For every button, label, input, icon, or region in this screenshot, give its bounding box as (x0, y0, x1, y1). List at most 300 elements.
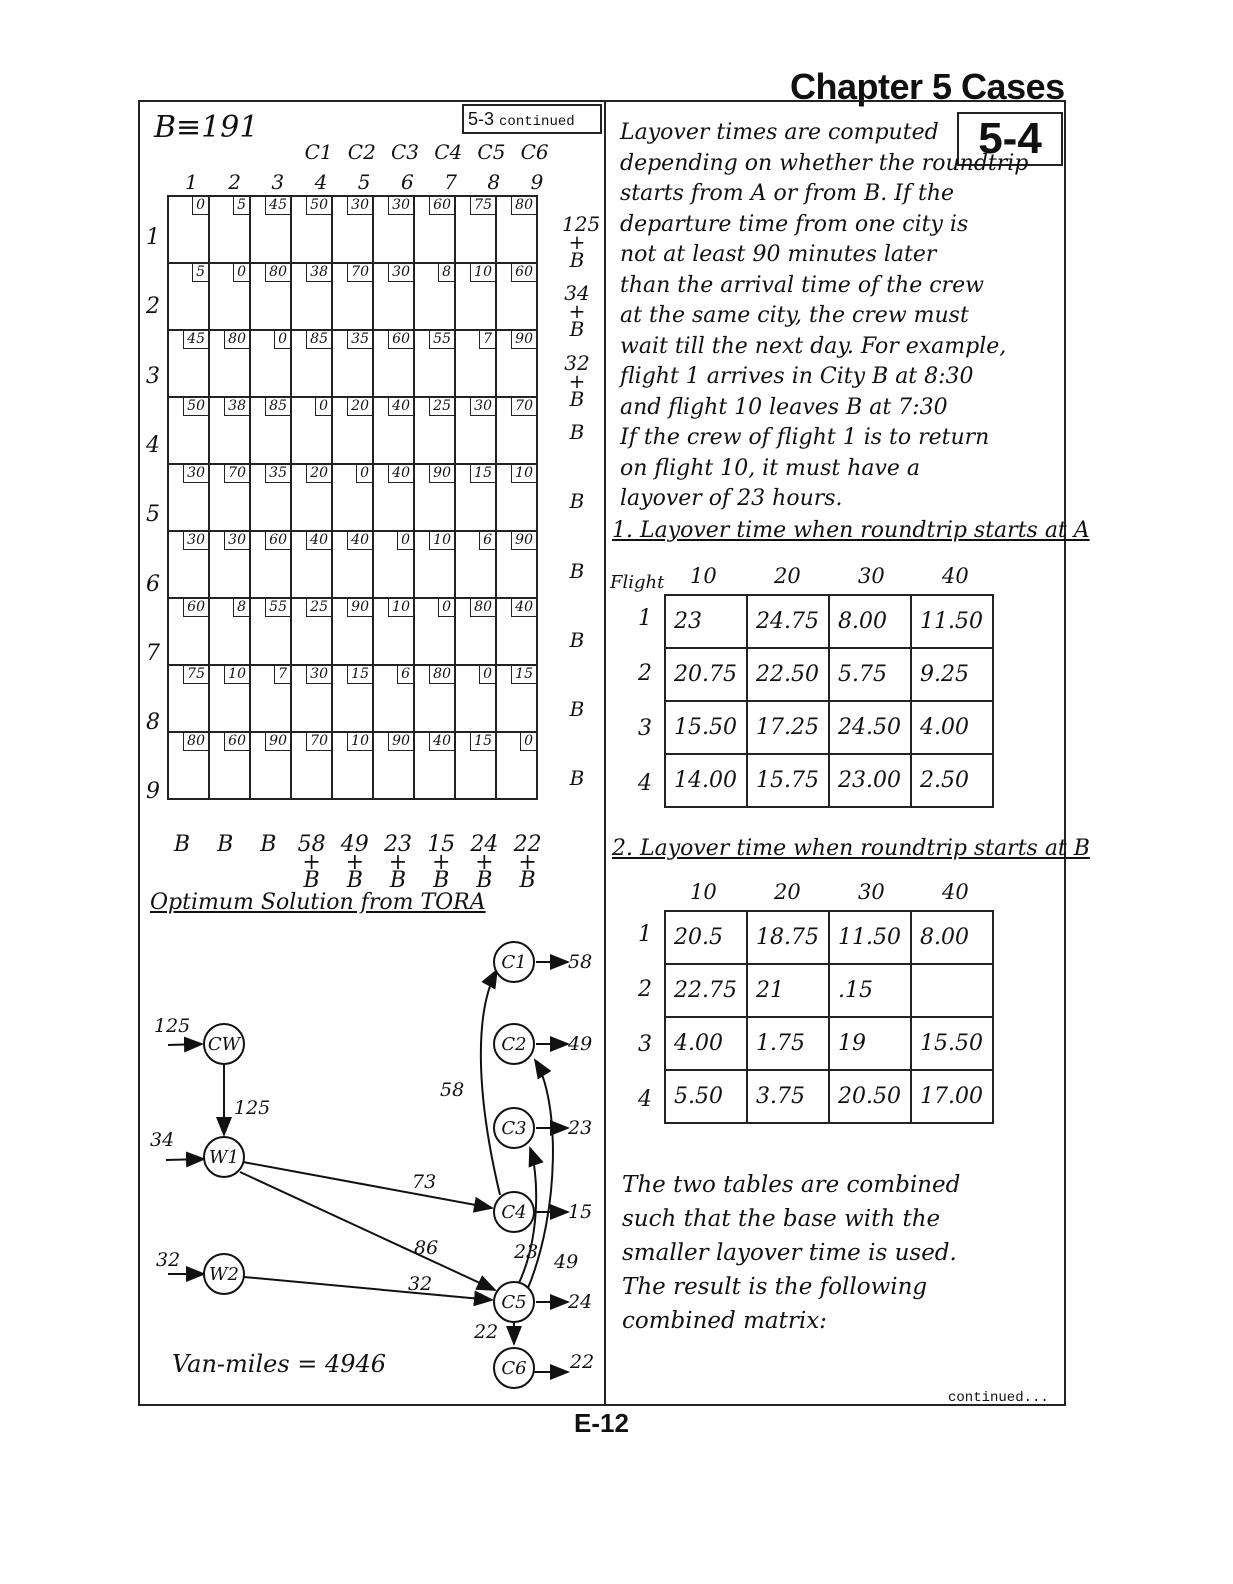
matrix-cell-value: 30 (306, 666, 331, 684)
right-label (562, 558, 592, 583)
column-header: 40 (942, 564, 969, 588)
layover-cell: 22.75 (665, 964, 747, 1017)
closing-line: The two tables are combined (622, 1172, 961, 1198)
matrix-cell (496, 397, 537, 464)
c-label: C1 (304, 140, 333, 164)
right-label (562, 419, 592, 444)
intro-line: Layover times are computed (620, 120, 939, 145)
matrix-cell (291, 665, 332, 732)
matrix-cell-value: 90 (511, 331, 536, 349)
bottom-label (424, 832, 458, 893)
matrix-cell (332, 196, 373, 263)
matrix-cell (291, 196, 332, 263)
row-number: 7 (146, 640, 160, 666)
right-label-line: B (569, 317, 585, 342)
intro-line: departure time from one city is (620, 211, 969, 237)
b-equivalence-label: B≡191 (154, 110, 259, 145)
cw-supply-value: 125 (154, 1015, 191, 1037)
matrix-cell (209, 531, 250, 598)
column-number: 4 (314, 170, 328, 194)
bottom-label (338, 832, 372, 893)
flow-c5-c2-value: 49 (554, 1251, 579, 1273)
matrix-cell (209, 196, 250, 263)
matrix-cell (496, 330, 537, 397)
right-label (562, 627, 592, 652)
matrix-cell-value: 30 (347, 197, 372, 215)
matrix-cell (414, 397, 455, 464)
layover-cell: 21 (747, 964, 829, 1017)
matrix-cell (168, 464, 209, 531)
bottom-label-line: + (388, 850, 408, 875)
matrix-cell-value: 10 (470, 264, 495, 282)
layover-cell: 17.00 (911, 1070, 993, 1123)
matrix-cell-value: 15 (470, 733, 495, 751)
matrix-cell (332, 464, 373, 531)
matrix-cell-value: 7 (479, 331, 495, 349)
matrix-cell-value: 0 (520, 733, 536, 751)
matrix-cell (209, 263, 250, 330)
layover-cell: 2.50 (911, 754, 993, 807)
layover-cell: 1.75 (747, 1017, 829, 1070)
row-header: 3 (638, 716, 652, 741)
matrix-cell (250, 665, 291, 732)
layover-cell: 3.75 (747, 1070, 829, 1123)
matrix-cell-value: 40 (388, 398, 413, 416)
bottom-label-line: + (431, 850, 451, 875)
matrix-cell (496, 263, 537, 330)
matrix-cell-value: 0 (438, 599, 454, 617)
matrix-cell-value: 8 (438, 264, 454, 282)
column-header: 30 (858, 880, 885, 904)
matrix-cell (209, 397, 250, 464)
layover-row (665, 648, 993, 701)
bottom-label (165, 832, 199, 857)
bottom-label-line: + (518, 850, 537, 875)
matrix-cell-value: 60 (224, 733, 249, 751)
layover-cell: 15.50 (911, 1017, 993, 1070)
c-label: C6 (520, 140, 549, 164)
bottom-label-line: + (345, 850, 365, 875)
matrix-cell (414, 598, 455, 665)
matrix-cell-value: 70 (347, 264, 372, 282)
node-c2-label: C2 (501, 1034, 527, 1055)
matrix-cell (250, 397, 291, 464)
matrix-cell-value: 60 (429, 197, 454, 215)
matrix-cell (455, 598, 496, 665)
bottom-label-line: B (346, 868, 363, 893)
matrix-cell (373, 598, 414, 665)
closing-line: The result is the following (622, 1274, 928, 1300)
matrix-cell (332, 732, 373, 799)
matrix-cell (332, 531, 373, 598)
column-number: 7 (444, 170, 457, 194)
prev-case-suffix: continued (499, 114, 575, 130)
intro-line: not at least 90 minutes later (620, 242, 937, 267)
matrix-cell (168, 196, 209, 263)
matrix-cell (455, 732, 496, 799)
layover-cell: 19 (829, 1017, 911, 1070)
matrix-cell-value: 80 (470, 599, 495, 617)
layover-cell: 20.75 (665, 648, 747, 701)
intro-line: starts from A or from B. If the (620, 181, 955, 206)
right-label (562, 212, 601, 272)
layover-cell: 20.5 (665, 911, 747, 964)
layover-cell: 11.50 (829, 911, 911, 964)
matrix-cell-value: 10 (388, 599, 413, 617)
matrix-row (168, 397, 537, 464)
matrix-cell-value: 25 (306, 599, 331, 617)
matrix-cell-value: 0 (479, 666, 495, 684)
matrix-cell (168, 531, 209, 598)
matrix-cell-value: 80 (183, 733, 208, 751)
c2-demand-value: 49 (568, 1033, 593, 1055)
layover-cell: 15.75 (747, 754, 829, 807)
prev-case-number: 5-3 (468, 109, 495, 129)
closing-line: smaller layover time is used. (622, 1240, 957, 1266)
matrix-cell (250, 531, 291, 598)
layover-cell: 23 (665, 595, 747, 648)
right-label-line: + (568, 299, 586, 324)
matrix-cell (209, 732, 250, 799)
layover-cell: 11.50 (911, 595, 993, 648)
flow-w2-c5 (244, 1277, 492, 1300)
row-number: 4 (146, 432, 160, 458)
node-cw-label: CW (207, 1034, 241, 1055)
layover-cell: 5.75 (829, 648, 911, 701)
layover-row (665, 1017, 993, 1070)
flow-w1-c4-value: 73 (412, 1171, 437, 1193)
matrix-cell-value: 10 (429, 532, 454, 550)
intro-line: layover of 23 hours. (620, 486, 843, 511)
c-label: C2 (347, 140, 376, 164)
intro-line: depending on whether the roundtrip (620, 150, 1029, 176)
matrix-cell (291, 464, 332, 531)
row-number: 9 (146, 779, 160, 805)
right-label-line: B (569, 419, 585, 444)
matrix-cell (455, 531, 496, 598)
bottom-label-line: 23 (384, 832, 412, 857)
column-number: 8 (487, 170, 501, 194)
matrix-cell-value: 80 (429, 666, 454, 684)
intro-line: and flight 10 leaves B at 7:30 (620, 394, 948, 420)
matrix-cell-value: 80 (265, 264, 290, 282)
van-miles: Van-miles = 4946 (172, 1350, 387, 1378)
matrix-cell-value: 5 (192, 264, 208, 282)
layover-table-b (664, 910, 994, 1124)
matrix-cell-value: 15 (511, 666, 536, 684)
layover-row (665, 595, 993, 648)
column-number: 9 (530, 170, 544, 194)
flow-c5-c3-value: 23 (514, 1241, 539, 1263)
right-label-line: B (569, 386, 585, 411)
matrix-cell-value: 35 (265, 465, 290, 483)
matrix-cell-value: 75 (183, 666, 208, 684)
node-c5-label: C5 (501, 1292, 527, 1313)
matrix-cell (168, 397, 209, 464)
row-number: 5 (146, 502, 160, 528)
distance-matrix (167, 195, 538, 800)
intro-line: at the same city, the crew must (620, 303, 969, 328)
matrix-cell (168, 665, 209, 732)
row-header: 2 (638, 977, 652, 1002)
bottom-label-line: B (433, 868, 450, 893)
matrix-cell-value: 6 (479, 532, 495, 550)
matrix-cell (455, 464, 496, 531)
bottom-label-line: B (476, 868, 493, 893)
matrix-cell-value: 30 (388, 264, 413, 282)
node-c6-label: C6 (501, 1358, 527, 1379)
right-label-line: + (568, 230, 586, 254)
layover-cell: 17.25 (747, 701, 829, 754)
right-label (562, 489, 592, 514)
layover-cell: 15.50 (665, 701, 747, 754)
matrix-cell (414, 732, 455, 799)
layover-cell: 4.00 (665, 1017, 747, 1070)
matrix-cell-value: 38 (224, 398, 249, 416)
matrix-cell (455, 263, 496, 330)
bottom-label-line: 58 (297, 832, 326, 857)
flow-c4-c1 (481, 970, 500, 1195)
c-label: C3 (391, 140, 420, 164)
intro-line: If the crew of flight 1 is to return (620, 425, 990, 450)
bottom-label (208, 832, 242, 857)
right-label (562, 281, 592, 342)
matrix-cell (414, 665, 455, 732)
c6-demand-value: 22 (570, 1351, 595, 1373)
matrix-cell-value: 90 (347, 599, 372, 617)
matrix-cell (332, 598, 373, 665)
layover-cell: 14.00 (665, 754, 747, 807)
matrix-cell (291, 397, 332, 464)
matrix-cell (332, 397, 373, 464)
row-header: 4 (638, 1087, 652, 1112)
column-number: 1 (185, 170, 198, 194)
matrix-cell-value: 50 (306, 197, 331, 215)
matrix-cell (414, 196, 455, 263)
matrix-cell (373, 397, 414, 464)
matrix-cell-value: 90 (429, 465, 454, 483)
matrix-cell-value: 35 (347, 331, 372, 349)
layover-row (665, 964, 993, 1017)
matrix-cell (496, 196, 537, 263)
matrix-cell (373, 196, 414, 263)
cw-supply-arrow (168, 1044, 202, 1045)
row-number: 8 (146, 710, 160, 736)
column-header: 30 (858, 564, 885, 588)
row-number: 2 (146, 294, 160, 320)
matrix-cell-value: 0 (397, 532, 413, 550)
matrix-cell (168, 263, 209, 330)
matrix-cell-value: 25 (429, 398, 454, 416)
matrix-row (168, 531, 537, 598)
matrix-cell-value: 8 (233, 599, 249, 617)
matrix-cell (209, 598, 250, 665)
matrix-cell (291, 531, 332, 598)
matrix-row (168, 464, 537, 531)
intro-line: flight 1 arrives in City B at 8:30 (620, 364, 974, 389)
right-label-line: B (569, 766, 585, 791)
layover-cell: 24.50 (829, 701, 911, 754)
node-c3-label: C3 (501, 1118, 527, 1139)
matrix-cell-value: 60 (265, 532, 290, 550)
row-number: 6 (146, 571, 160, 597)
c-label: C5 (477, 140, 506, 164)
layover-cell: 4.00 (911, 701, 993, 754)
node-c4-label: C4 (501, 1202, 527, 1223)
matrix-cell (209, 665, 250, 732)
flow-w1-c4 (243, 1162, 492, 1208)
bottom-label-line: B (303, 868, 320, 893)
matrix-cell (209, 330, 250, 397)
matrix-row (168, 330, 537, 397)
bottom-label-line: 22 (513, 832, 542, 857)
matrix-cell-value: 0 (315, 398, 331, 416)
layover-row (665, 701, 993, 754)
matrix-cell-value: 90 (265, 733, 290, 751)
column-header: 20 (774, 880, 801, 904)
prev-case-tag (462, 104, 602, 134)
matrix-cell-value: 60 (388, 331, 413, 349)
matrix-cell (373, 464, 414, 531)
matrix-cell (455, 196, 496, 263)
matrix-cell-value: 30 (183, 532, 208, 550)
flow-w1-c5 (240, 1172, 495, 1290)
matrix-cell (332, 330, 373, 397)
matrix-cell (455, 397, 496, 464)
matrix-cell-value: 60 (183, 599, 208, 617)
matrix-cell-value: 30 (183, 465, 208, 483)
matrix-cell (496, 665, 537, 732)
matrix-cell-value: 40 (511, 599, 536, 617)
flow-w1-c5-value: 86 (414, 1237, 439, 1259)
layover-cell: 24.75 (747, 595, 829, 648)
matrix-row (168, 598, 537, 665)
matrix-cell (168, 330, 209, 397)
matrix-cell-value: 15 (470, 465, 495, 483)
node-w2-label: W2 (209, 1264, 239, 1285)
matrix-cell-value: 20 (347, 398, 372, 416)
layover-cell: 8.00 (911, 911, 993, 964)
bottom-label (295, 832, 329, 893)
bottom-label (251, 832, 285, 857)
matrix-cell-value: 40 (306, 532, 331, 550)
layover-cell: 5.50 (665, 1070, 747, 1123)
c1-demand-value: 58 (568, 951, 593, 973)
matrix-cell-value: 90 (511, 532, 536, 550)
matrix-cell (414, 330, 455, 397)
right-label-line: B (569, 489, 585, 514)
right-label-line: 32 (564, 350, 590, 375)
bottom-label-line: 49 (340, 832, 369, 857)
matrix-cell-value: 50 (183, 398, 208, 416)
matrix-cell (373, 263, 414, 330)
matrix-cell-value: 55 (265, 599, 290, 617)
matrix-cell (496, 732, 537, 799)
matrix-cell-value: 30 (224, 532, 249, 550)
matrix-cell (209, 464, 250, 531)
bottom-label-line: B (519, 868, 536, 893)
layover-cell: 9.25 (911, 648, 993, 701)
matrix-cell-value: 0 (274, 331, 290, 349)
column-header: 10 (690, 880, 717, 904)
matrix-cell (373, 732, 414, 799)
column-number: 2 (228, 170, 241, 194)
flow-c4-c1-value: 58 (440, 1079, 465, 1101)
closing-line: combined matrix: (622, 1308, 827, 1334)
bottom-label (511, 832, 545, 893)
bottom-label-line: 24 (470, 832, 499, 857)
optimum-title: Optimum Solution from TORA (150, 890, 486, 915)
layover-cell: 8.00 (829, 595, 911, 648)
flight-label: Flight (610, 572, 665, 593)
right-label-line: 125 (562, 212, 601, 236)
case-number-box: 5-4 (957, 112, 1063, 166)
matrix-cell (496, 598, 537, 665)
matrix-cell (250, 263, 291, 330)
row-number: 3 (146, 363, 160, 389)
flow-cw-w1-value: 125 (234, 1097, 271, 1119)
matrix-row (168, 732, 537, 799)
matrix-cell (414, 464, 455, 531)
matrix-cell-value: 60 (511, 264, 536, 282)
matrix-cell (291, 598, 332, 665)
matrix-cell (291, 330, 332, 397)
bottom-label-line: B (389, 868, 407, 893)
matrix-cell (250, 732, 291, 799)
layover-cell: .15 (829, 964, 911, 1017)
matrix-cell-value: 15 (347, 666, 372, 684)
matrix-row (168, 263, 537, 330)
matrix-cell-value: 5 (233, 197, 249, 215)
flow-w2-c5-value: 32 (408, 1273, 433, 1295)
layover-cell (911, 964, 993, 1017)
bottom-label-line: 15 (427, 832, 456, 857)
w1-supply-arrow (166, 1159, 204, 1160)
matrix-cell-value: 10 (224, 666, 249, 684)
matrix-cell-value: 7 (274, 666, 290, 684)
matrix-cell (250, 330, 291, 397)
intro-line: wait till the next day. For example, (620, 333, 1007, 359)
page-number: E-12 (574, 1408, 629, 1438)
matrix-cell-value: 75 (470, 197, 495, 215)
layover-row (665, 911, 993, 964)
matrix-cell (373, 665, 414, 732)
right-label-line: B (569, 627, 585, 652)
matrix-row (168, 196, 537, 263)
matrix-cell (414, 531, 455, 598)
layover-row (665, 754, 993, 807)
right-label (562, 697, 592, 722)
intro-line: than the arrival time of the crew (620, 272, 984, 298)
matrix-cell-value: 6 (397, 666, 413, 684)
node-w1-label: W1 (209, 1147, 239, 1168)
layover-cell: 22.50 (747, 648, 829, 701)
column-divider (604, 100, 606, 1406)
matrix-cell (496, 531, 537, 598)
matrix-cell-value: 0 (192, 197, 208, 215)
matrix-cell (250, 196, 291, 263)
c4-demand-value: 15 (568, 1201, 593, 1223)
heading-start-b: 2. Layover time when roundtrip starts at B (612, 836, 1090, 861)
matrix-cell-value: 70 (511, 398, 536, 416)
bottom-label-line: B (173, 832, 191, 857)
matrix-cell (373, 330, 414, 397)
row-number: 1 (146, 225, 160, 250)
right-label-line: + (568, 368, 586, 393)
matrix-cell-value: 85 (306, 331, 331, 349)
w2-supply-value: 32 (156, 1249, 181, 1271)
layover-cell: 20.50 (829, 1070, 911, 1123)
